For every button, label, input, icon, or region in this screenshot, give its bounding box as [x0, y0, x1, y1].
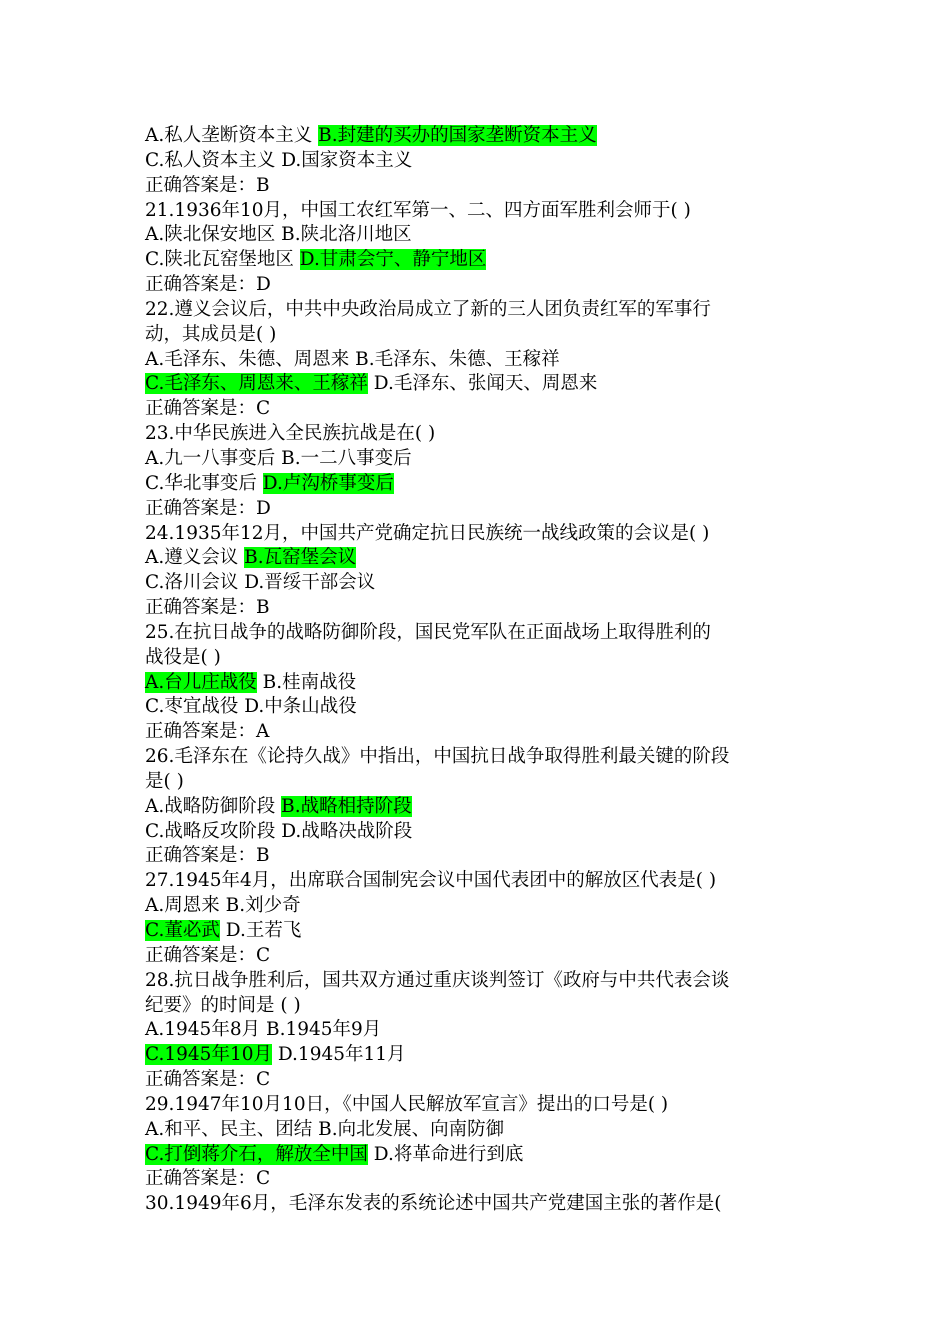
- text-line: [145, 1143, 825, 1168]
- text-line: [145, 124, 825, 149]
- highlighted-answer: B.战略相持阶段: [281, 795, 412, 817]
- text-line: [145, 720, 825, 745]
- question-list: [145, 124, 825, 1217]
- text-line: [145, 348, 825, 373]
- line-text: 正确答案是：B: [145, 597, 270, 619]
- line-text: 25.在抗日战争的战略防御阶段，国民党军队在正面战场上取得胜利的: [145, 621, 711, 643]
- line-text: A.毛泽东、朱德、周恩来 B.毛泽东、朱德、王稼祥: [145, 348, 560, 370]
- text-line: [145, 273, 825, 298]
- line-text: 24.1935年12月，中国共产党确定抗日民族统一战线政策的会议是( ): [145, 522, 710, 544]
- line-text: 26.毛泽东在《论持久战》中指出，中国抗日战争取得胜利最关键的阶段: [145, 746, 730, 768]
- line-text: 23.中华民族进入全民族抗战是在( ): [145, 423, 436, 445]
- line-text: 正确答案是：A: [145, 721, 270, 743]
- text-line: [145, 969, 825, 994]
- highlighted-answer: C.董必武: [145, 920, 220, 941]
- text-line: [145, 1192, 825, 1217]
- text-line: [145, 695, 825, 720]
- line-text: A.周恩来 B.刘少奇: [145, 895, 301, 917]
- highlighted-answer: C.1945年10月: [145, 1044, 272, 1066]
- text-line: [145, 770, 825, 795]
- line-text: D.毛泽东、张闻天、周恩来: [367, 373, 598, 395]
- text-line: [145, 1043, 825, 1068]
- text-line: [145, 820, 825, 845]
- highlighted-answer: B.封建的买办的国家垄断资本主义: [318, 125, 597, 146]
- text-line: [145, 397, 825, 422]
- line-text: B.桂南战役: [256, 671, 357, 693]
- line-text: 正确答案是：C: [145, 398, 271, 420]
- text-line: [145, 174, 825, 199]
- text-line: [145, 149, 825, 174]
- text-line: [145, 1167, 825, 1192]
- line-text: A.1945年8月 B.1945年9月: [145, 1019, 382, 1041]
- text-line: [145, 1118, 825, 1143]
- line-text: A.战略防御阶段: [145, 795, 282, 817]
- text-line: [145, 795, 825, 820]
- text-line: [145, 944, 825, 969]
- text-line: [145, 869, 825, 894]
- line-text: C.陕北瓦窑堡地区: [145, 249, 300, 271]
- text-line: [145, 571, 825, 596]
- line-text: D.1945年11月: [272, 1044, 406, 1066]
- line-text: 动，其成员是( ): [145, 323, 277, 345]
- text-line: [145, 919, 825, 944]
- line-text: C.洛川会议 D.晋绥干部会议: [145, 572, 376, 594]
- line-text: A.九一八事变后 B.一二八事变后: [145, 447, 412, 469]
- text-line: [145, 422, 825, 447]
- line-text: 27.1945年4月，出席联合国制宪会议中国代表团中的解放区代表是( ): [145, 870, 717, 892]
- text-line: [145, 546, 825, 571]
- text-line: [145, 497, 825, 522]
- text-line: [145, 323, 825, 348]
- text-line: [145, 1018, 825, 1043]
- line-text: A.和平、民主、团结 B.向北发展、向南防御: [145, 1118, 505, 1140]
- text-line: [145, 745, 825, 770]
- line-text: 正确答案是：C: [145, 944, 271, 966]
- line-text: 正确答案是：C: [145, 1069, 271, 1091]
- line-text: D.王若飞: [219, 920, 302, 941]
- line-text: C.华北事变后: [145, 472, 263, 494]
- text-line: [145, 199, 825, 224]
- text-line: [145, 522, 825, 547]
- line-text: C.私人资本主义 D.国家资本主义: [145, 149, 413, 171]
- text-line: [145, 223, 825, 248]
- text-line: [145, 1068, 825, 1093]
- text-line: [145, 671, 825, 696]
- line-text: 是( ): [145, 770, 184, 792]
- text-line: [145, 248, 825, 273]
- highlighted-answer: A.台儿庄战役: [145, 671, 257, 693]
- text-line: [145, 596, 825, 621]
- text-line: [145, 372, 825, 397]
- line-text: 正确答案是：D: [145, 274, 271, 296]
- line-text: D.将革命进行到底: [367, 1143, 524, 1165]
- line-text: 21.1936年10月，中国工农红军第一、二、四方面军胜利会师于( ): [145, 199, 691, 221]
- line-text: A.私人垄断资本主义: [145, 125, 319, 146]
- line-text: 正确答案是：B: [145, 174, 270, 196]
- line-text: C.战略反攻阶段 D.战略决战阶段: [145, 820, 413, 842]
- line-text: A.陕北保安地区 B.陕北洛川地区: [145, 224, 412, 246]
- line-text: 正确答案是：B: [145, 845, 270, 867]
- line-text: 正确答案是：D: [145, 497, 271, 519]
- line-text: A.遵义会议: [145, 547, 245, 569]
- text-line: [145, 298, 825, 323]
- highlighted-answer: D.甘肃会宁、静宁地区: [299, 249, 487, 271]
- text-line: [145, 472, 825, 497]
- line-text: 战役是( ): [145, 646, 221, 668]
- line-text: 22.遵义会议后，中共中央政治局成立了新的三人团负责红军的军事行: [145, 298, 711, 320]
- highlighted-answer: B.瓦窑堡会议: [244, 547, 357, 569]
- line-text: 28.抗日战争胜利后，国共双方通过重庆谈判签订《政府与中共代表会谈: [145, 969, 730, 991]
- text-line: [145, 646, 825, 671]
- line-text: 纪要》的时间是 ( ): [145, 994, 301, 1016]
- text-line: [145, 844, 825, 869]
- highlighted-answer: C.毛泽东、周恩来、王稼祥: [145, 373, 368, 395]
- text-line: [145, 994, 825, 1019]
- text-line: [145, 1093, 825, 1118]
- line-text: C.枣宜战役 D.中条山战役: [145, 696, 357, 718]
- text-line: [145, 621, 825, 646]
- line-text: 30.1949年6月，毛泽东发表的系统论述中国共产党建国主张的著作是(: [145, 1193, 722, 1215]
- text-line: [145, 894, 825, 919]
- line-text: 29.1947年10月10日，《中国人民解放军宣言》提出的口号是( ): [145, 1093, 669, 1115]
- text-line: [145, 447, 825, 472]
- highlighted-answer: D.卢沟桥事变后: [262, 472, 394, 494]
- line-text: 正确答案是：C: [145, 1168, 271, 1190]
- highlighted-answer: C.打倒蒋介石，解放全中国: [145, 1143, 368, 1165]
